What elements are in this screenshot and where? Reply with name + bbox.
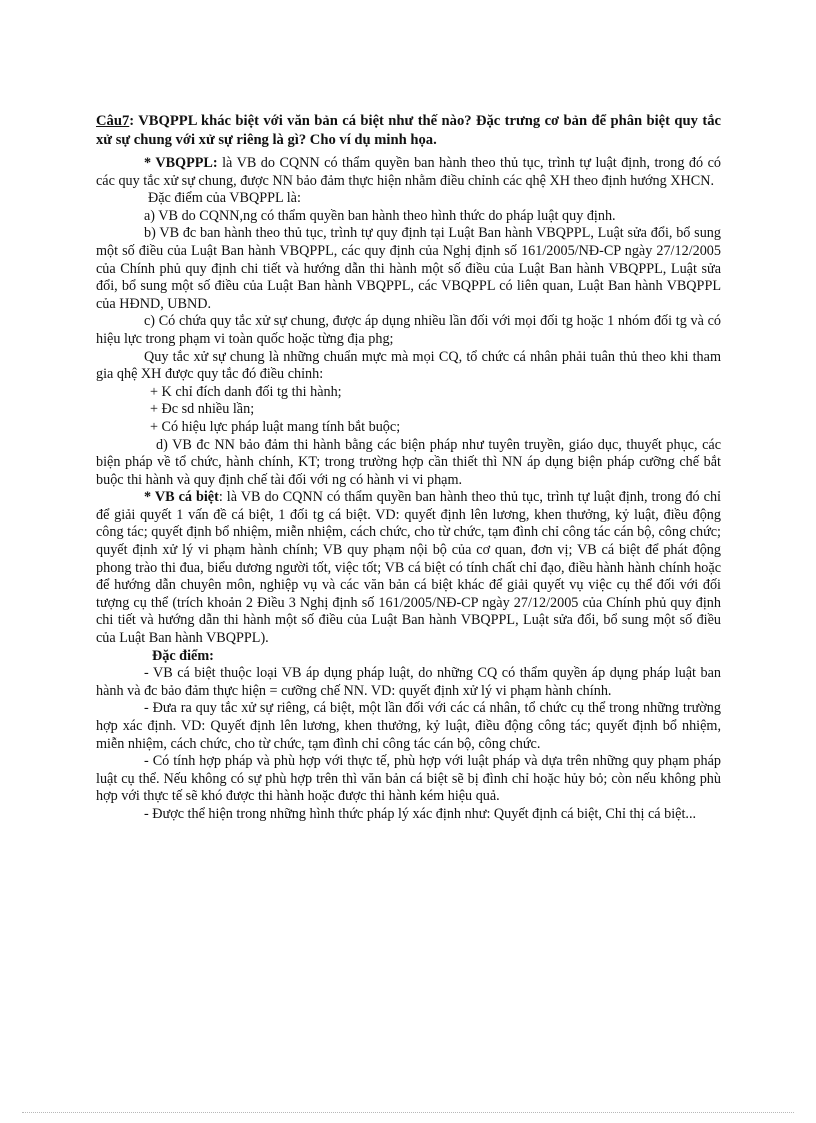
vbqppl-bullet: + K chỉ đích danh đối tg thi hành; (150, 383, 342, 400)
vbqppl-general-rule: Quy tắc xử sự chung là những chuẩn mực mà mọi CQ, tổ chức cá nhân phải tuân thủ theo khi tham gia qhệ XH được quy tắc đó điều chỉnh: (96, 348, 721, 383)
vbqppl-features-intro: Đặc điểm của VBQPPL là: (148, 190, 301, 207)
vbcb-feature: - Có tính hợp pháp và phù hợp với thực tế, phù hợp với luật pháp và dựa trên những quy phạm pháp luật cụ thể. Nếu không có sự phù hợp trên thì văn bản cá biệt sẽ bị đình chỉ hoặc hủy bỏ; còn nếu không phù hợp với thực tế sẽ khó được thi hành hoặc được thi hành kém hiệu quả. (96, 753, 721, 805)
vbcb-features-heading: Đặc điểm: (152, 647, 214, 664)
question-heading (96, 112, 721, 150)
vbcb-label: * VB cá biệt (144, 489, 219, 506)
vbqppl-feature-b: b) VB đc ban hành theo thủ tục, trình tự quy định tại Luật Ban hành VBQPPL, Luật sửa đổi, bổ sung một số điều của Luật Ban hành VBQPPL, các quy định của Nghị định số 161/2005/NĐ-CP ngày 27/12/2005 của Chính phủ quy định chi tiết và hướng dẫn thi hành một số điều của Luật Ban hành VBQPPL, Luật sửa đổi, bổ sung một số điều của Luật Ban hành VBQPPL, các VBQPPL có liên quan, Luật Ban hành VBQPPL của HĐND, UBND. (96, 225, 721, 312)
vbqppl-bullet: + Đc sd nhiều lần; (150, 401, 255, 418)
vbqppl-feature-a: a) VB do CQNN,ng có thẩm quyền ban hành theo hình thức do pháp luật quy định. (144, 207, 616, 224)
vbcb-feature: - Được thể hiện trong những hình thức pháp lý xác định như: Quyết định cá biệt, Chỉ thị cá biệt... (144, 805, 697, 822)
question-number: Câu7 (96, 113, 130, 129)
document-body (96, 112, 721, 824)
vbcb-feature: - VB cá biệt thuộc loại VB áp dụng pháp luật, do những CQ có thẩm quyền áp dụng pháp luật ban hành và đc bảo đảm thực hiện = cưỡng chế NN. VD: quyết định xử lý vi phạm hành chính. (96, 665, 721, 699)
vbqppl-definition-text: là VB do CQNN có thẩm quyền ban hành theo thủ tục, trình tự luật định, trong đó có các quy tắc xử sự chung, được NN bảo đảm thực hiện nhằm điều chỉnh các qhệ XH theo định hướng XHCN. (96, 155, 721, 189)
vbqppl-definition (96, 155, 721, 190)
page-bottom-rule (22, 1112, 794, 1113)
vbqppl-label: * VBQPPL: (144, 155, 218, 171)
vbqppl-bullet: + Có hiệu lực pháp luật mang tính bắt buộc; (150, 418, 401, 435)
vbcb-definition (96, 489, 721, 647)
vbqppl-feature-c: c) Có chứa quy tắc xử sự chung, được áp dụng nhiều lần đối với mọi đối tg hoặc 1 nhóm đối tg và có hiệu lực trong phạm vi toàn quốc hoặc từng địa phg; (96, 313, 721, 347)
vbcb-feature: - Đưa ra quy tắc xử sự riêng, cá biệt, một lần đối với các cá nhân, tổ chức cụ thể trong những trường hợp xác định. VD: Quyết định lên lương, khen thưởng, kỷ luật, điều động công tác; quyết định bổ nhiệm, miễn nhiệm, cách chức, cho từ chức, tạm đình chỉ công tác cán bộ, công chức. (96, 700, 721, 752)
vbqppl-feature-d: d) VB đc NN bảo đảm thi hành bằng các biện pháp như tuyên truyền, giáo dục, thuyết phục, các biện pháp về tổ chức, hành chính, KT; trong trường hợp cần thiết thì NN áp dụng biện pháp cưỡng chế bắt buộc thi hành và quy định chế tài đối với ng có hành vi vi phạm. (96, 436, 721, 488)
vbcb-definition-text: : là VB do CQNN có thẩm quyền ban hành theo thủ tục, trình tự luật định, trong đó chỉ để giải quyết 1 vấn đề cá biệt, 1 đối tg cá biệt. VD: quyết định lên lương, khen thưởng, kỷ luật, điều động công tác; quyết định bổ nhiệm, miễn nhiệm, cách chức, cho từ chức, tạm đình chỉ công tác cán bộ, công chức; quyết định xử lý vi phạm hành chính; VB quy phạm nội bộ của cơ quan, đơn vị; VB cá biệt để phát động phong trào thi đua, biểu dương người tốt, việc tốt; VB cá biệt có tính chất chỉ đạo, điều hành hành chính hoặc để hướng dẫn chuyên môn, nghiệp vụ và các văn bản cá biệt khác để giải quyết vụ việc cụ thể đối với đối tượng cụ thể (trích khoản 2 Điều 3 Nghị định số 161/2005/NĐ-CP ngày 27/12/2005 của Chính phủ quy định chi tiết và hướng dẫn thi hành một số điều của Luật Ban hành VBQPPL, Luật sửa đổi, bổ sung một số điều của Luật Ban hành VBQPPL). (96, 489, 722, 647)
question-text: : VBQPPL khác biệt với văn bản cá biệt như thế nào? Đặc trưng cơ bản để phân biệt quy tắc xử sự chung với xử sự riêng là gì? Cho ví dụ minh họa. (96, 113, 721, 148)
